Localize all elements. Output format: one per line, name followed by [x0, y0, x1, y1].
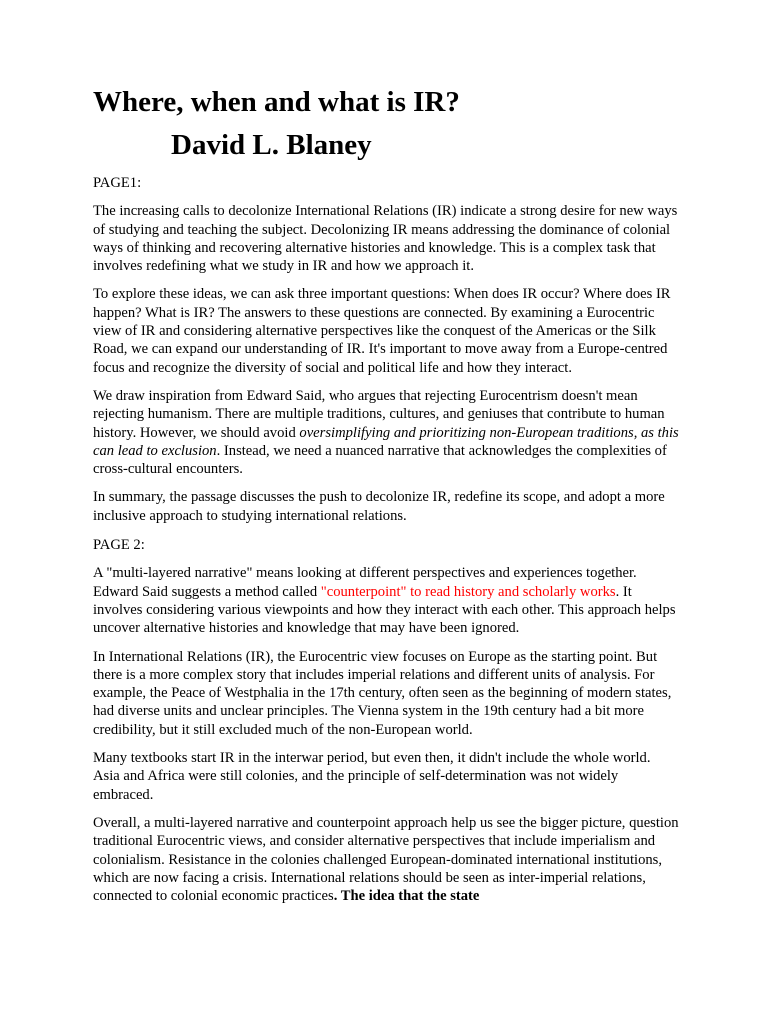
paragraph-5-text-b: . It involves considering various viewpoints and how they interact with each other. This approach helps uncover alternative histories and knowledge that may have been ignored. — [93, 583, 676, 637]
paragraph-3-text-b: . Instead, we need a nuanced narrative that acknowledges the complexities of cross-cultural encounters. — [93, 442, 667, 478]
paragraph-5-text-a: A "multi-layered narrative" means looking at different perspectives and experiences together. Edward Said suggests a method called — [93, 565, 637, 600]
paragraph-5 — [93, 564, 679, 637]
page1-label: PAGE1: — [93, 175, 142, 191]
paragraph-6: In International Relations (IR), the Eurocentric view focuses on Europe as the starting point. But there is a more complex story that includes imperial relations and different units of analysis. For example, the Peace of Westphalia in the 17th century, often seen as the beginning of modern states, had diverse units and unclear principles. The Vienna system in the 19th century had a bit more credibility, but it still excluded much of the non-European world. — [93, 648, 672, 738]
document-author: David L. Blaney — [171, 129, 372, 161]
paragraph-3-emphasis: oversimplifying and prioritizing non-European traditions, as this can lead to exclusion — [93, 424, 679, 459]
paragraph-1: The increasing calls to decolonize International Relations (IR) indicate a strong desire for new ways of studying and teaching the subject. Decolonizing IR means addressing the dominance of colonial ways of thinking and recovering alternative histories and knowledge. This is a complex task that involves redefining what we study in IR and how we approach it. — [93, 203, 678, 275]
paragraph-7: Many textbooks start IR in the interwar period, but even then, it didn't include the whole world. Asia and Africa were still colonies, and the principle of self-determination was not widely embraced. — [93, 750, 651, 803]
document-page — [93, 84, 679, 905]
paragraph-5-highlight: "counterpoint" to read history and scholarly works — [320, 583, 616, 600]
paragraph-8-bold: . The idea that the state — [333, 888, 480, 905]
document-title: Where, when and what is IR? — [93, 86, 460, 118]
paragraph-8 — [93, 814, 679, 905]
paragraph-8-text-a: Overall, a multi-layered narrative and counterpoint approach help us see the bigger picture, question traditional Eurocentric views, and consider alternative perspectives that include imperialism and colonialism. Resistance in the colonies challenged European-dominated international institutions, which are now facing a crisis. International relations should be seen as inter-imperial relations, connected to colonial economic practices — [93, 814, 679, 905]
paragraph-2: To explore these ideas, we can ask three important questions: When does IR occur? Where does IR happen? What is IR? The answers to these questions are connected. By examining a Eurocentric view of IR and considering alternative perspectives like the conquest of the Americas or the Silk Road, we can expand our understanding of IR. It's important to move away from a Europe-centred focus and recognize the diversity of social and political life and how they interact. — [93, 286, 671, 376]
paragraph-3 — [93, 387, 679, 478]
page2-label: PAGE 2: — [93, 537, 145, 554]
paragraph-3-text-a: We draw inspiration from Edward Said, who argues that rejecting Eurocentrism doesn't mean rejecting humanism. There are multiple traditions, cultures, and geniuses that contribute to human history. However, we should avoid — [93, 387, 665, 441]
paragraph-4: In summary, the passage discusses the push to decolonize IR, redefine its scope, and adopt a more inclusive approach to studying international relations. — [93, 489, 665, 524]
